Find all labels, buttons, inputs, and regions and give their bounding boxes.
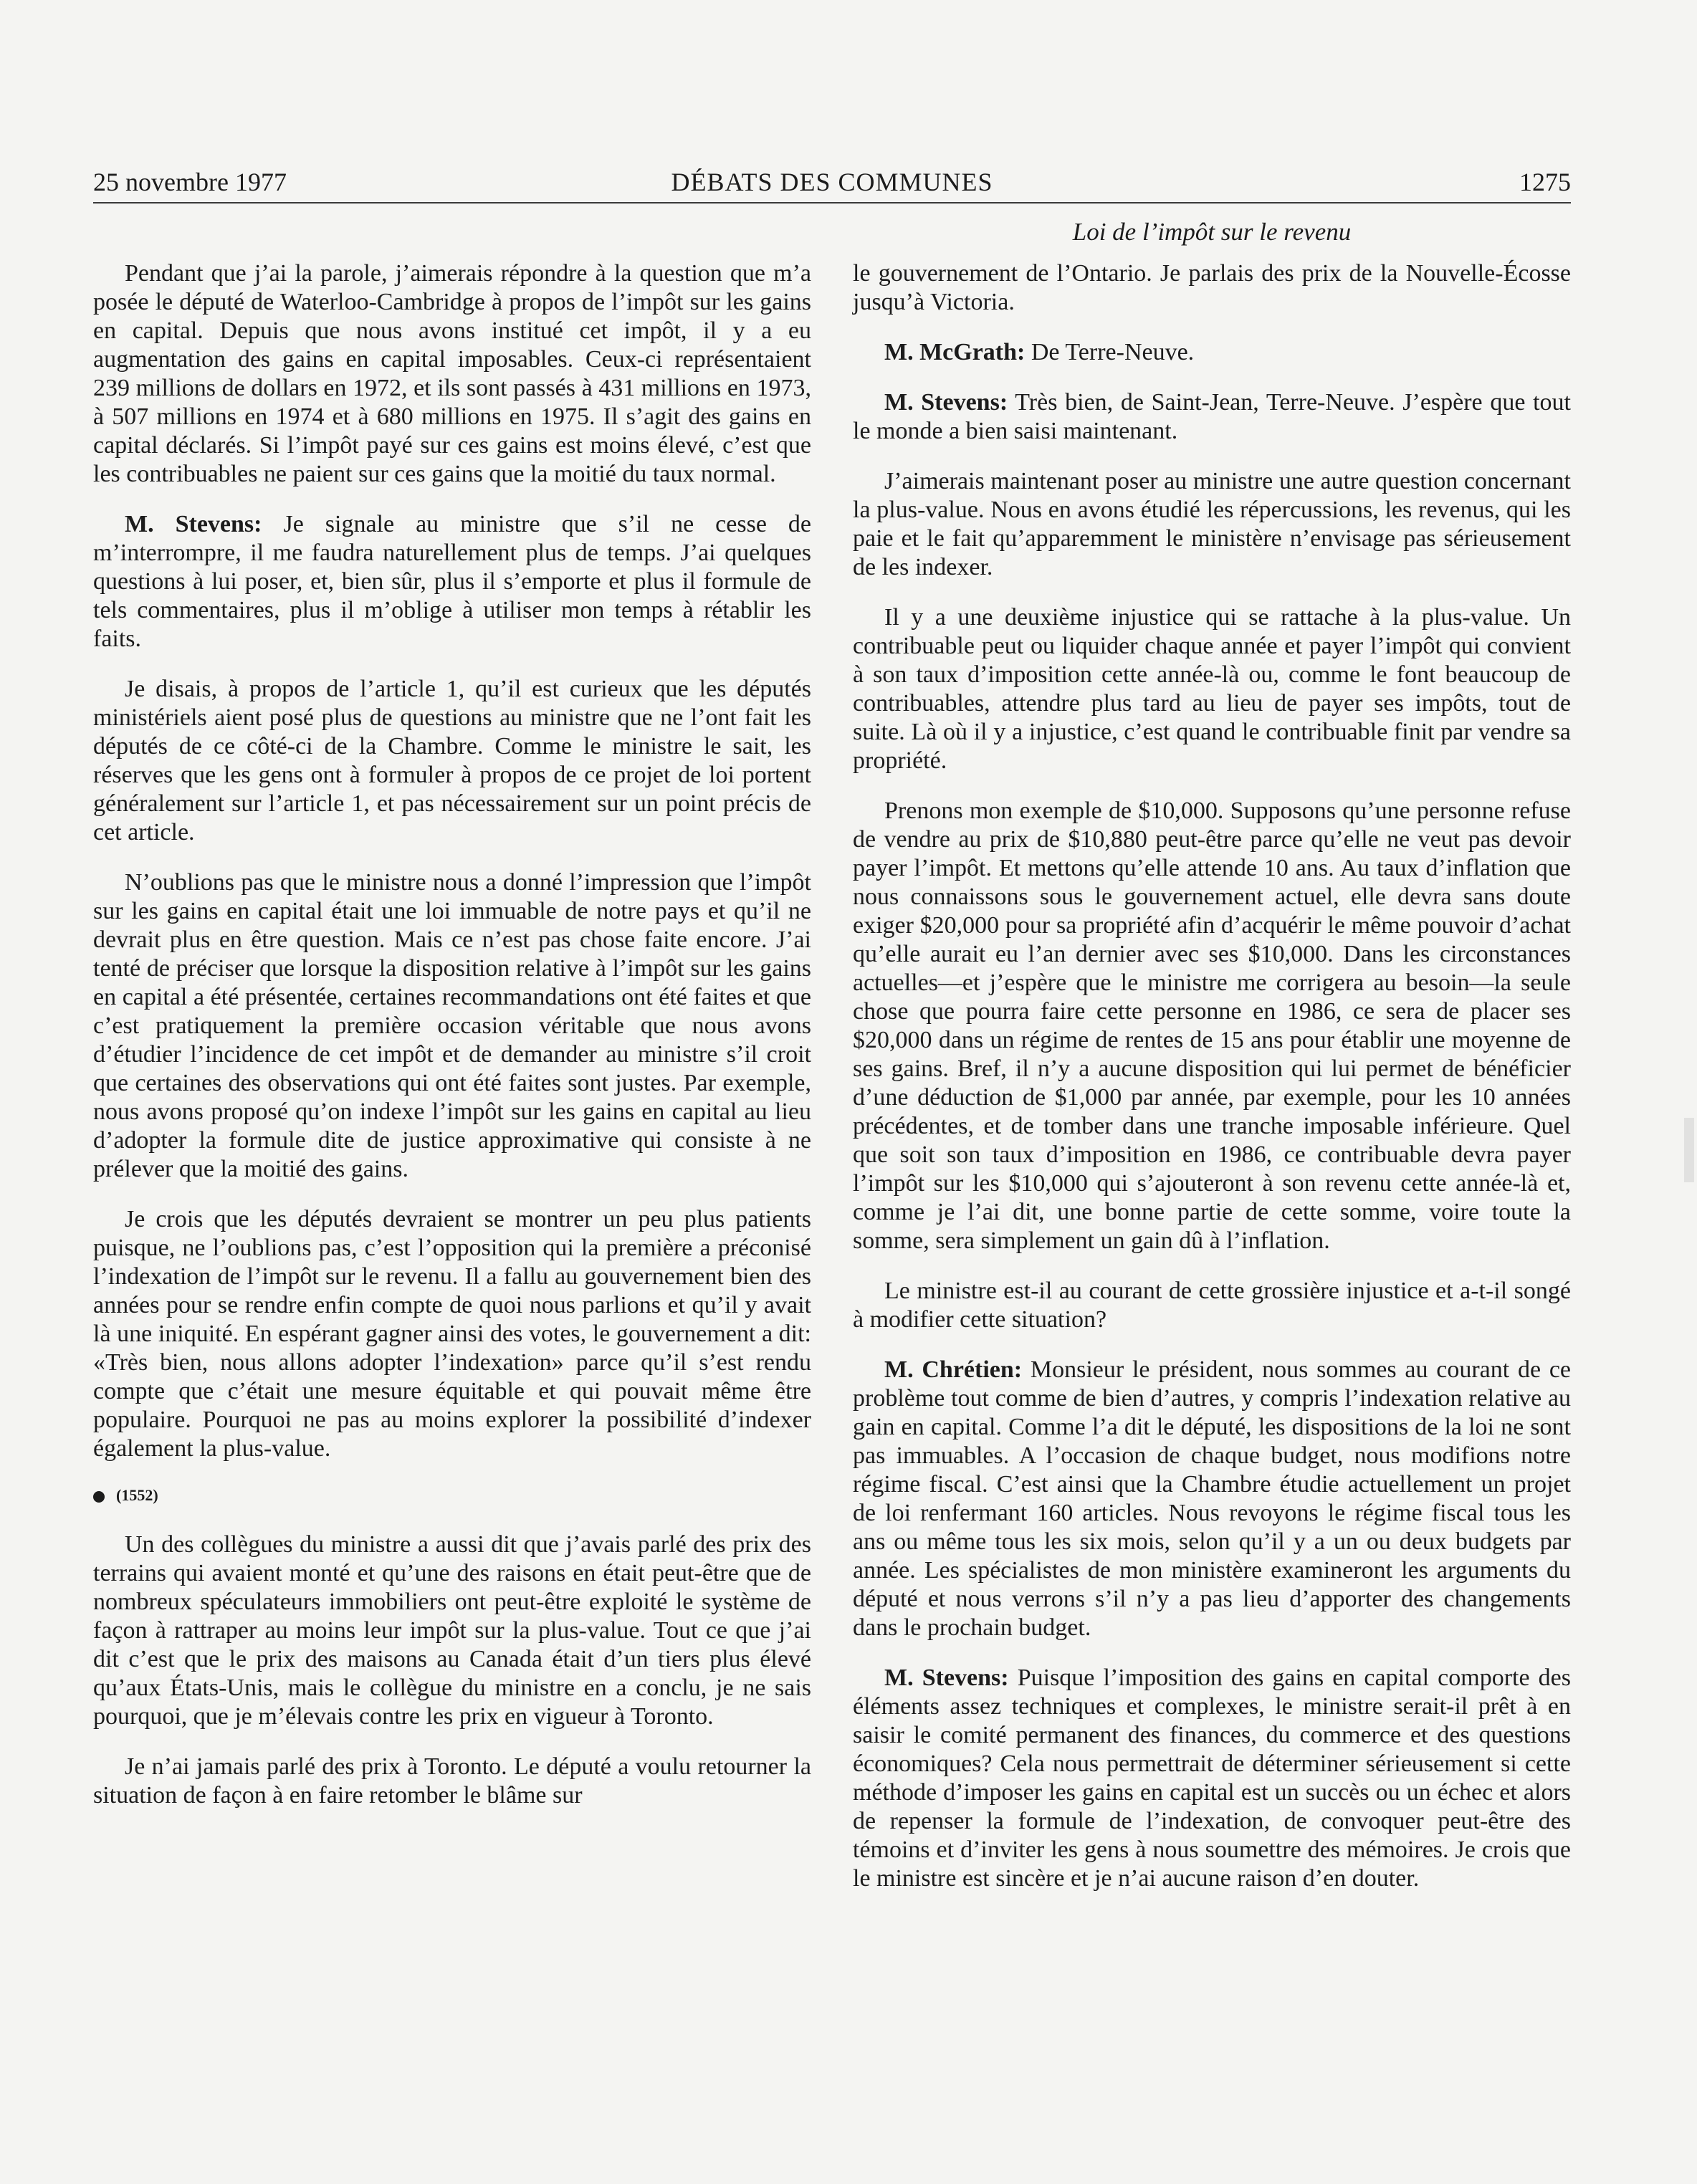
speaker-name: M. Stevens: bbox=[884, 389, 1008, 416]
right-column bbox=[853, 259, 1571, 1915]
speech-paragraph bbox=[93, 510, 811, 653]
paragraph: J’aimerais maintenant poser au ministre une autre question concernant la plus-value. Nous en avons étudié les répercussions, les revenus, qui les paie et le fait qu’apparemment le ministère n’envisage pas sérieusement de les indexer. bbox=[853, 468, 1571, 580]
paragraph: N’oublions pas que le ministre nous a donné l’impression que l’impôt sur les gains en capital était une loi immuable de notre pays et qu’il ne devrait plus en être question. Mais ce n’est pas chose faite encore. J’ai tenté de préciser que lorsque la disposition relative à l’impôt sur les gains en capital a été présentée, certaines recommandations ont été faites et que c’est pratiquement la première occasion véritable que nous avons d’étudier l’incidence de cet impôt et de demander au ministre s’il croit que certaines des observations qui ont été faites sont justes. Par exemple, nous avons proposé qu’on indexe l’impôt sur les gains en capital au lieu d’adopter la formule dite de justice approximative qui consiste à ne prélever que la moitié des gains. bbox=[93, 869, 811, 1182]
scan-edge-mark bbox=[1684, 1118, 1694, 1182]
header-title: DÉBATS DES COMMUNES bbox=[671, 168, 993, 196]
speech-text: Très bien, de Saint-Jean, Terre-Neuve. J’espère que tout le monde a bien saisi maintenant. bbox=[853, 389, 1572, 444]
paragraph: Il y a une deuxième injustice qui se rattache à la plus-value. Un contribuable peut ou liquider chaque année et payer l’impôt qui convient à son taux d’imposition cette année-là ou, comme le font beaucoup de contribuables, attendre plus tard au lieu de payer ses impôts, tout de suite. Là où il y a injustice, c’est quand le contribuable finit par vendre sa propriété. bbox=[853, 604, 1571, 774]
section-subhead: Loi de l’impôt sur le revenu bbox=[1072, 218, 1352, 246]
speaker-name: M. Chrétien: bbox=[884, 1356, 1023, 1383]
bullet-icon bbox=[93, 1491, 105, 1503]
paragraph: Pendant que j’ai la parole, j’aimerais répondre à la question que m’a posée le député de Waterloo-Cambridge à propos de l’impôt sur les gains en capital. Depuis que nous avons institué cet impôt, il y a eu augmentation des gains en capital imposables. Ceux-ci représentaient 239 millions de dollars en 1972, et ils sont passés à 431 millions en 1973, à 507 millions en 1974 et à 680 millions en 1975. Il s’agit des gains en capital déclarés. Si l’impôt payé sur ces gains est moins élevé, c’est que les contribuables ne paient sur ces gains que la moitié du taux normal. bbox=[93, 260, 811, 487]
paragraph: Je crois que les députés devraient se montrer un peu plus patients puisque, ne l’oublions pas, c’est l’opposition qui la première a préconisé l’indexation de l’impôt sur le revenu. Il a fallu au gouvernement bien des années pour se rendre enfin compte de quoi nous parlions et qu’il y avait là une iniquité. En espérant gagner ainsi des votes, le gouvernement a dit: «Très bien, nous allons adopter l’indexation» parce qu’il s’est rendu compte que c’était une mesure équitable et qui pouvait même être populaire. Pourquoi ne pas au moins explorer la possibilité d’indexer également la plus-value. bbox=[93, 1206, 811, 1462]
paragraph: Un des collègues du ministre a aussi dit que j’avais parlé des prix des terrains qui avaient monté et qu’une des raisons en était peut-être que de nombreux spéculateurs immobiliers ont peut-être exploité le système de façon à rattraper au moins leur impôt sur la plus-value. Tout ce que j’ai dit c’est que le prix des maisons au Canada était d’un tiers plus élevé qu’aux États-Unis, mais le collègue du ministre en a conclu, je ne sais pourquoi, que je m’élevais contre les prix en vigueur à Toronto. bbox=[93, 1531, 811, 1730]
speaker-name: M. McGrath: bbox=[884, 339, 1026, 365]
header-date: 25 novembre 1977 bbox=[93, 168, 287, 196]
speech-paragraph bbox=[853, 388, 1571, 446]
speaker-name: M. Stevens: bbox=[125, 511, 262, 537]
speaker-name: M. Stevens: bbox=[884, 1665, 1009, 1691]
speech-text: Je signale au ministre que s’il ne cesse de m’interrompre, il me faudra naturellement plus de temps. J’ai quelques questions à lui poser, et, bien sûr, plus il s’emporte et plus il formule de tels commentaires, plus il m’oblige à utiliser mon temps à rétablir les faits. bbox=[93, 511, 812, 652]
paragraph-continued: le gouvernement de l’Ontario. Je parlais des prix de la Nouvelle-Écosse jusqu’à Victoria. bbox=[853, 260, 1571, 315]
paragraph: Le ministre est-il au courant de cette grossière injustice et a-t-il songé à modifier cette situation? bbox=[853, 1278, 1571, 1333]
speech-text: Monsieur le président, nous sommes au courant de ce problème tout comme de bien d’autres, y compris l’indexation relative au gain en capital. Comme l’a dit le député, les dispositions de la loi ne sont pas immuables. A l’occasion de chaque budget, nous modifions notre régime fiscal. C’est ainsi que la Chambre étudie actuellement un projet de loi renfermant 160 articles. Nous revoyons le régime fiscal tous les ans ou même tous les six mois, selon qu’il y a un ou deux budgets par année. Les spécialistes de mon ministère examineront les arguments du député et nous verrons s’il n’y a pas lieu d’apporter des changements dans le prochain budget. bbox=[853, 1356, 1572, 1641]
paragraph: Je n’ai jamais parlé des prix à Toronto. Le député a voulu retourner la situation de façon à en faire retomber le blâme sur bbox=[93, 1753, 811, 1809]
page-header bbox=[93, 162, 1571, 203]
paragraph: Prenons mon exemple de $10,000. Supposons qu’une personne refuse de vendre au prix de $10,880 peut-être parce qu’elle ne veut pas devoir payer l’impôt. Et mettons qu’elle attende 10 ans. Au taux d’inflation que nous connaissons sous le gouvernement actuel, elle devra sans doute exiger $20,000 pour sa propriété afin d’acquérir le même pouvoir d’achat qu’elle aurait eu l’an dernier avec ses $10,000. Dans les circonstances actuelles—et j’espère que le ministre me corrigera au besoin—la seule chose que pourra faire cette personne en 1986, ce sera de placer ses $20,000 dans un régime de rentes de 15 ans pour établir une moyenne de ses gains. Bref, il n’y a aucune disposition qui lui permet de bénéficier d’une déduction de $1,000 par année, par exemple, pour les 10 années précédentes, et de tomber dans une tranche imposable inférieure. Quel que soit son taux d’imposition en 1986, ce contribuable devra payer l’impôt sur les $10,000 qui s’ajouteront à son revenu cette année-là et, comme je l’ai dit, une bonne partie de cette somme, voire toute la somme, sera simplement un gain dû à l’inflation. bbox=[853, 798, 1571, 1254]
speech-paragraph bbox=[853, 1356, 1571, 1642]
paragraph: Je disais, à propos de l’article 1, qu’il est curieux que les députés ministériels aient posé plus de questions au ministre que ne l’ont fait les députés de ce côté-ci de la Chambre. Comme le ministre le sait, les réserves que les gens ont à formuler à propos de ce projet de loi portent généralement sur l’article 1, et pas nécessairement sur un point précis de cet article. bbox=[93, 676, 811, 846]
speech-paragraph bbox=[853, 1664, 1571, 1893]
header-page-number: 1275 bbox=[1519, 168, 1571, 196]
speech-text: De Terre-Neuve. bbox=[1025, 339, 1195, 365]
left-column bbox=[93, 259, 811, 1831]
time-marker-text: (1552) bbox=[116, 1486, 158, 1504]
speech-paragraph bbox=[853, 338, 1571, 367]
speech-text: Puisque l’imposition des gains en capital comporte des éléments assez techniques et complexes, le ministre serait-il prêt à en saisir le comité permanent des finances, du commerce et des questions économiques? Cela nous permettrait de déterminer sérieusement si cette méthode d’imposer les gains en capital est un succès ou un échec et alors de repenser la formule de l’indexation, de convoquer peut-être des témoins et d’inviter les gens à nous soumettre des mémoires. Je crois que le ministre est sincère et je n’ai aucune raison d’en douter. bbox=[853, 1665, 1572, 1892]
time-marker bbox=[93, 1485, 811, 1506]
